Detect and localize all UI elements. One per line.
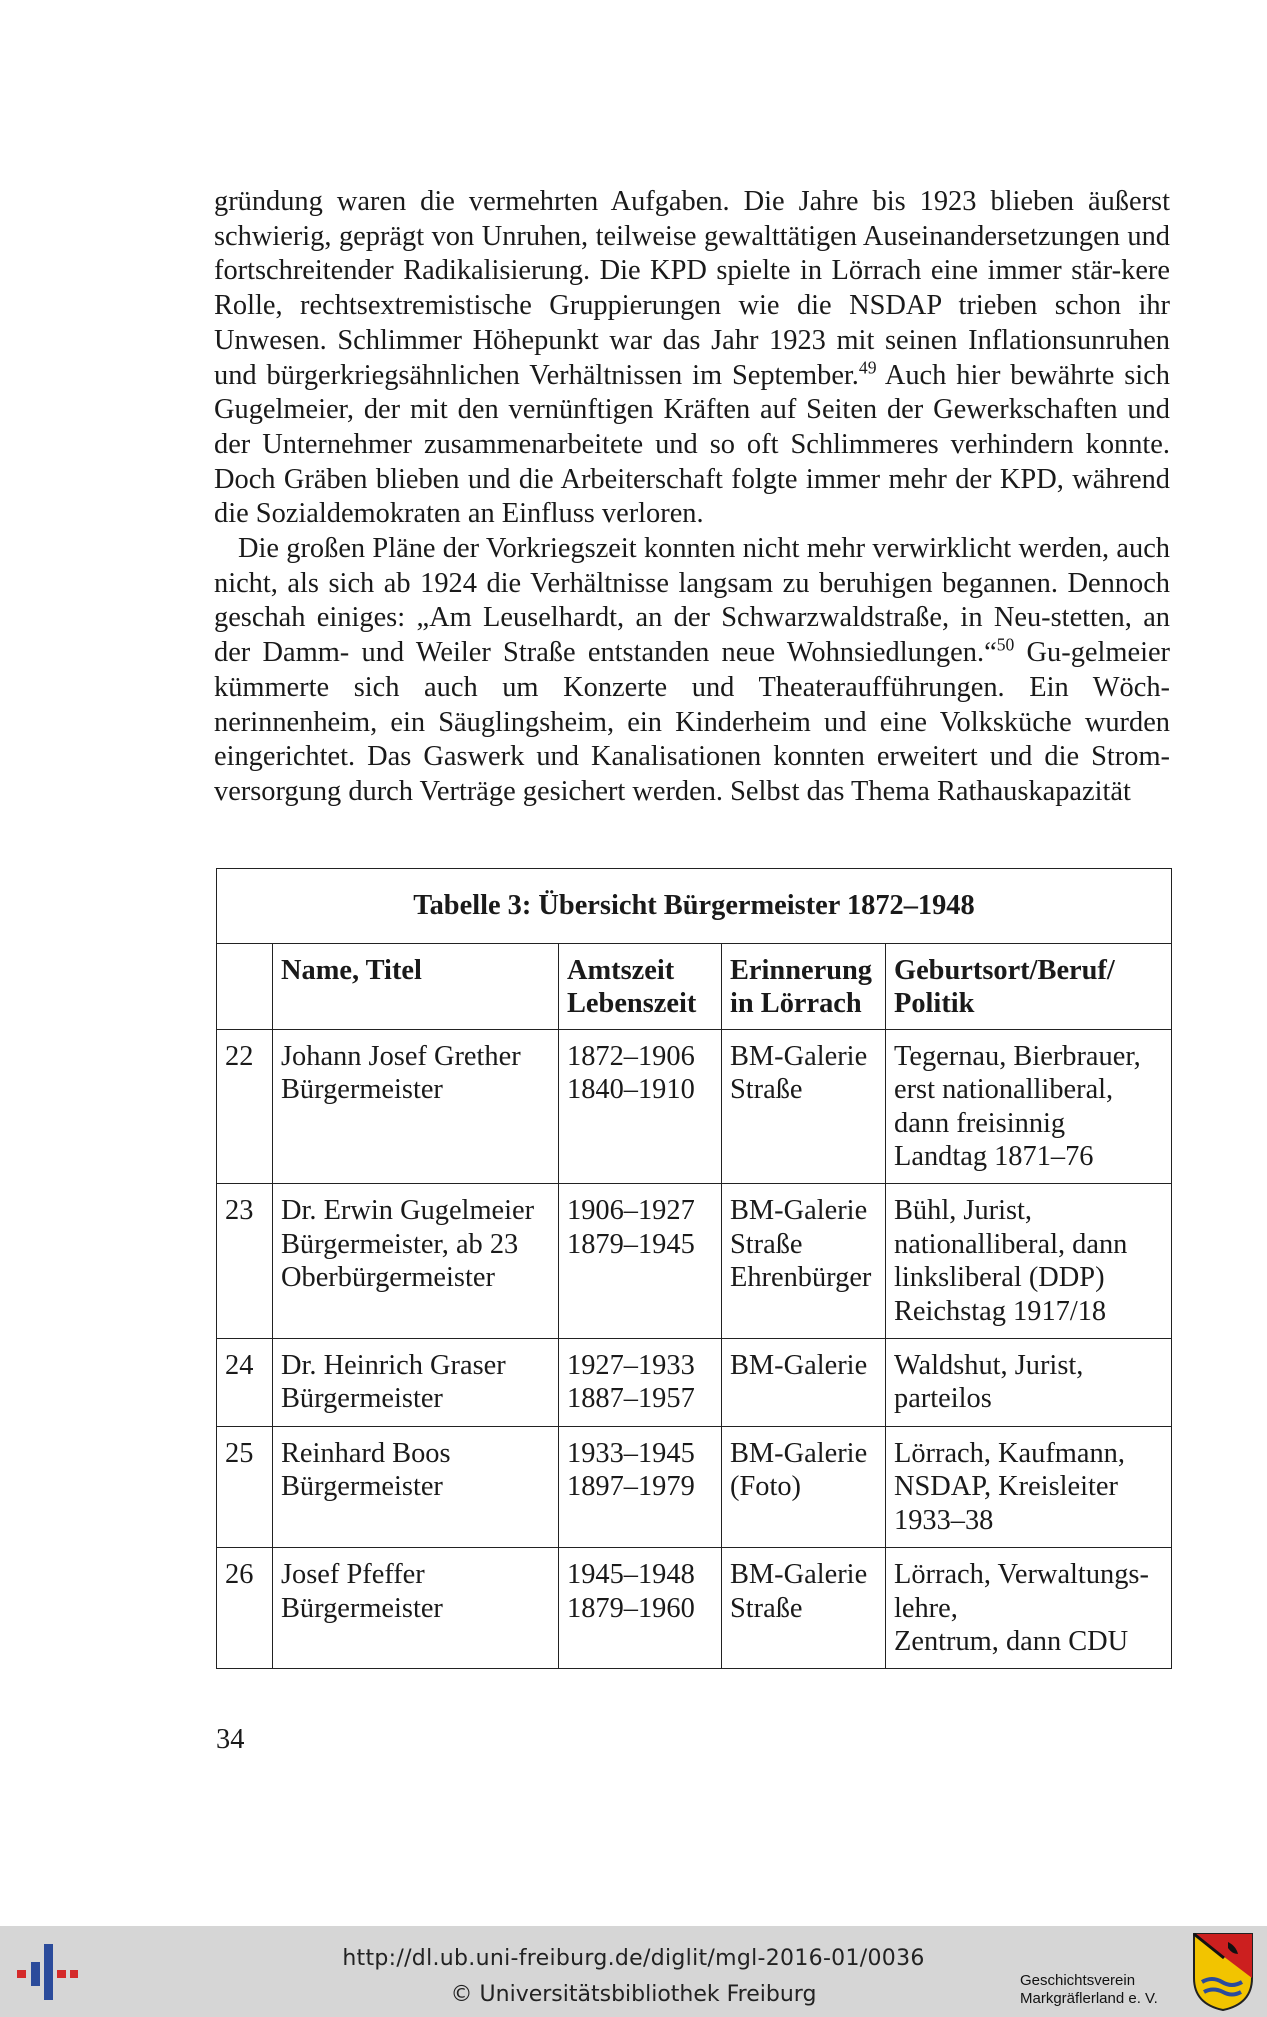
table-row [217,1426,1172,1547]
paragraph: Die großen Pläne der Vorkriegszeit konnten nicht mehr verwirklicht werden, auch nicht, als sich ab 1924 die Verhältnisse langsam zu beruhigen begannen. Dennoch geschah einiges: „Am Leuselhardt, an der Schwarzwaldstraße, in Neu-stetten, an der Damm- und Weiler Straße entstanden neue Wohnsiedlungen.“$^{50}$ Gu-gelmeier kümmerte sich auch um Konzerte und Theateraufführungen. Ein Wöch-nerinnenheim, ein Säuglingsheim, ein Kinderheim und eine Volksküche wurden eingerichtet. Das Gaswerk und Kanalisationen konnten erweitert und die Strom-versorgung durch Verträge gesichert werden. Selbst das Thema Rathauskapazität [214,533,1171,807]
row-name: Johann Josef Grether Bürgermeister [273,1029,559,1184]
row-info: Waldshut, Jurist, parteilos [886,1339,1172,1427]
table-caption: Tabelle 3: Übersicht Bürgermeister 1872–1948 [217,869,1172,944]
row-memory: BM-Galerie [722,1339,886,1427]
footnote-ref[interactable]: 49 [858,356,877,377]
table-row [217,1548,1172,1669]
table-row [217,1029,1172,1184]
header-name: Name, Titel [273,944,559,1030]
row-info: Tegernau, Bierbrauer, erst nationalliberal, dann freisinnig Landtag 1871–76 [886,1029,1172,1184]
row-info: Lörrach, Verwaltungs- lehre, Zentrum, dann CDU [886,1548,1172,1669]
row-term: 1872–1906 1840–1910 [559,1029,722,1184]
society-name: Geschichtsverein Markgräflerland e. V. [1020,1972,1158,2007]
row-number: 24 [217,1339,273,1427]
table-row [217,1184,1172,1339]
row-number: 25 [217,1426,273,1547]
row-name: Reinhard Boos Bürgermeister [273,1426,559,1547]
table-header-row [217,944,1172,1030]
row-info: Bühl, Jurist, nationalliberal, dann linksliberal (DDP) Reichstag 1917/18 [886,1184,1172,1339]
row-memory: BM-Galerie Straße [722,1029,886,1184]
header-memory: Erinnerung in Lörrach [722,944,886,1030]
page-number: 34 [216,1724,245,1755]
coat-of-arms-icon [1192,1932,1254,2012]
row-memory: BM-Galerie Straße [722,1548,886,1669]
row-name: Dr. Heinrich Graser Bürgermeister [273,1339,559,1427]
header-term: Amtszeit Lebenszeit [559,944,722,1030]
row-name: Dr. Erwin Gugelmeier Bürgermeister, ab 23 Oberbürgermeister [273,1184,559,1339]
row-memory: BM-Galerie (Foto) [722,1426,886,1547]
footer-url[interactable]: http://dl.ub.uni-freiburg.de/diglit/mgl-2016-01/0036 [342,1946,925,1971]
row-info: Lörrach, Kaufmann, NSDAP, Kreisleiter 1933–38 [886,1426,1172,1547]
mayors-table [216,868,1171,1669]
row-term: 1906–1927 1879–1945 [559,1184,722,1339]
footnote-ref[interactable]: 50 [996,634,1015,655]
row-name: Josef Pfeffer Bürgermeister [273,1548,559,1669]
paragraph: gründung waren die vermehrten Aufgaben. Die Jahre bis 1923 blieben äußerst schwierig, geprägt von Unruhen, teilweise gewalttätigen Auseinandersetzungen und fortschreitender Radikalisierung. Die KPD spielte in Lörrach eine immer stär-kere Rolle, rechtsextremistische Gruppierungen wie die NSDAP trieben schon ihr Unwesen. Schlimmer Höhepunkt war das Jahr 1923 mit seinen Inflationsunruhen und bürgerkriegsähnlichen Verhältnissen im September.$^{49}$ Auch hier bewährte sich Gugelmeier, der mit den vernünftigen Kräften auf Seiten der Gewerkschaften und der Unternehmer zusammenarbeitete und so oft Schlimmeres verhindern konnte. Doch Gräben blieben und die Arbeiterschaft folgte immer mehr der KPD, während die Sozialdemokraten an Einfluss verloren. [214,186,1170,530]
row-memory: BM-Galerie Straße Ehrenbürger [722,1184,886,1339]
header-info: Geburtsort/Beruf/ Politik [886,944,1172,1030]
row-number: 22 [217,1029,273,1184]
footer-bar [0,1926,1267,2017]
body-text [214,185,1170,810]
row-term: 1945–1948 1879–1960 [559,1548,722,1669]
row-number: 23 [217,1184,273,1339]
row-term: 1933–1945 1897–1979 [559,1426,722,1547]
row-term: 1927–1933 1887–1957 [559,1339,722,1427]
footer-copyright: © Universitätsbibliothek Freiburg [450,1982,817,2007]
row-number: 26 [217,1548,273,1669]
table-row [217,1339,1172,1427]
header-number [217,944,273,1030]
